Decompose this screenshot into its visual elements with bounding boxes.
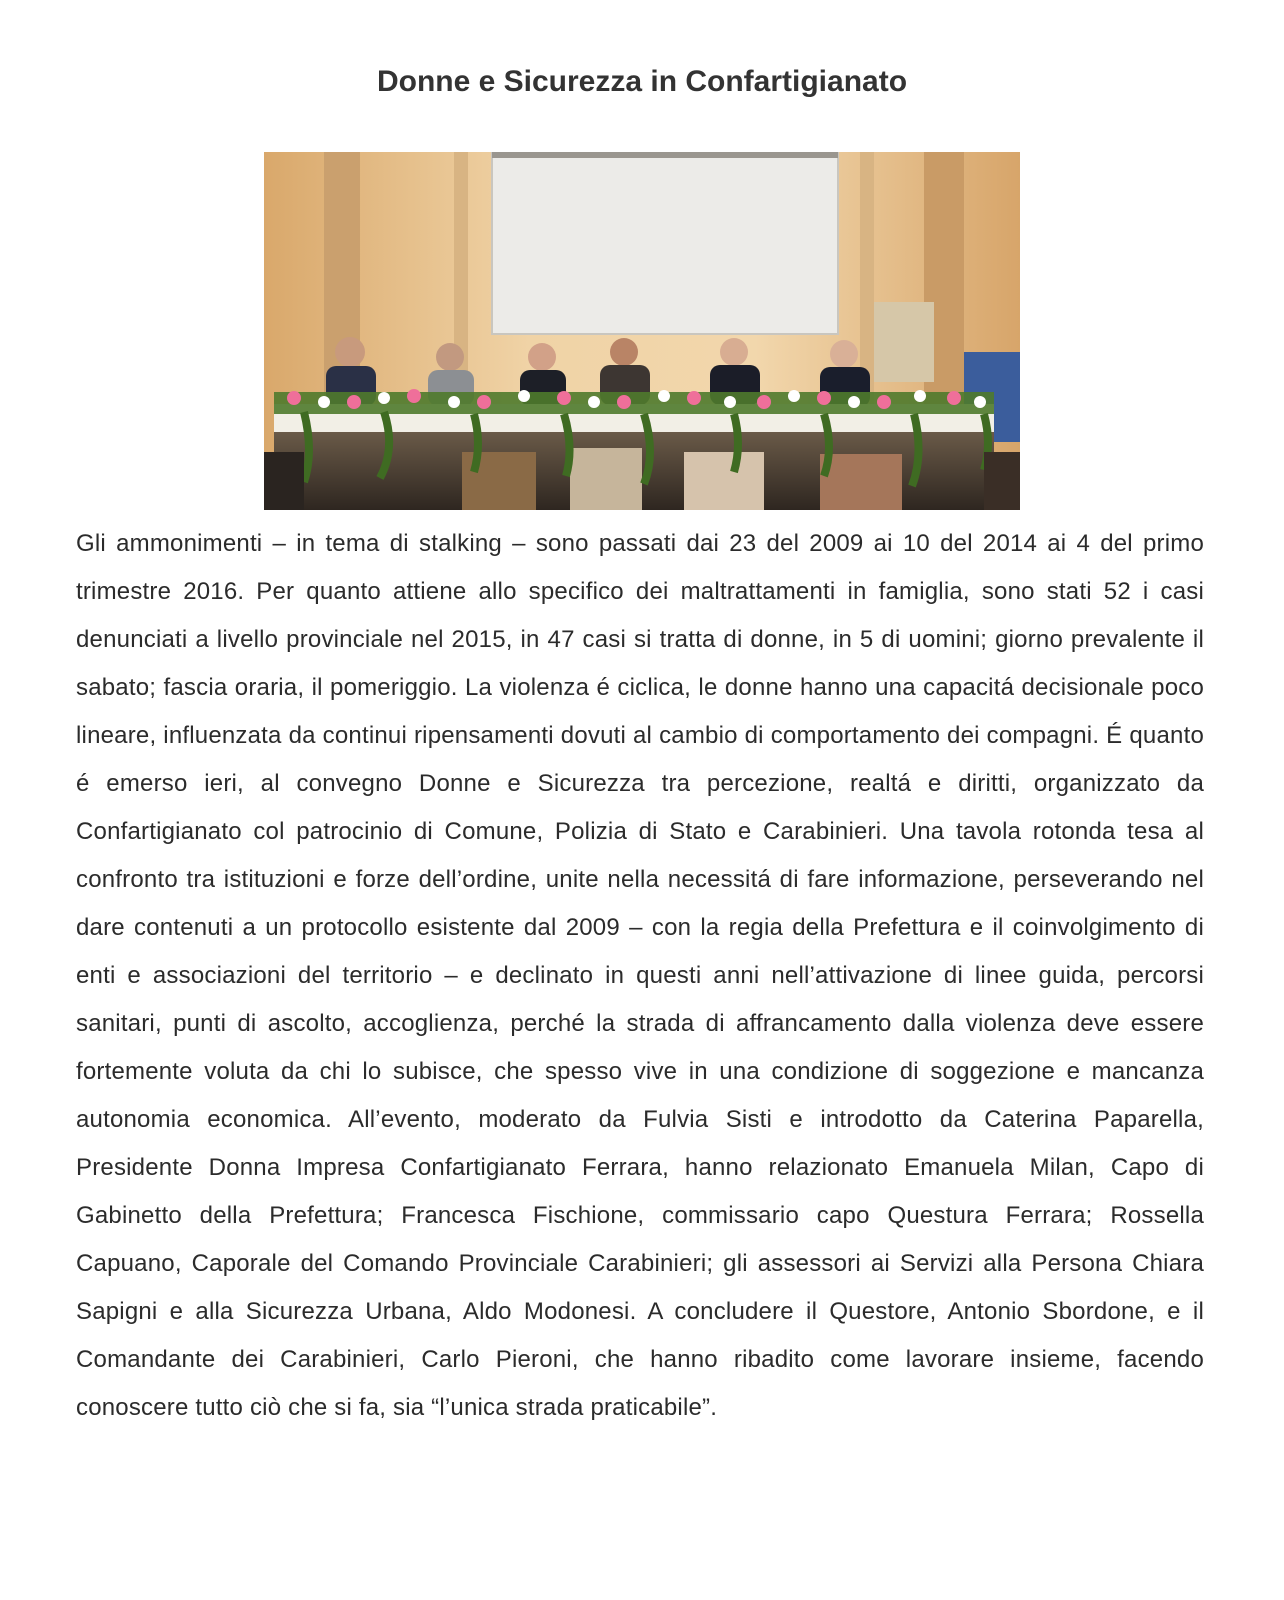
conference-photo xyxy=(264,152,1020,510)
page-title: Donne e Sicurezza in Confartigianato xyxy=(376,65,908,98)
article-body: Gli ammonimenti – in tema di stalking – sono passati dai 23 del 2009 ai 10 del 2014 ai 4 del primo trimestre 2016. Per quanto attiene allo specifico dei maltrattamenti in famiglia, sono stati 52 i casi denunciati a livello provinciale nel 2015, in 47 casi si tratta di donne, in 5 di uomini; giorno prevalente il sabato; fascia oraria, il pomeriggio. La violenza é ciclica, le donne hanno una capacitá decisionale poco lineare, influenzata da continui ripensamenti dovuti al cambio di comportamento dei compagni. É quanto é emerso ieri, al convegno Donne e Sicurezza tra percezione, realtá e diritti, organizzato da Confartigianato col patrocinio di Comune, Polizia di Stato e Carabinieri. Una tavola rotonda tesa al confronto tra istituzioni e forze dell’ordine, unite nella necessitá di fare informazione, perseverando nel dare contenuti a un protocollo esistente dal 2009 – con la regia della Prefettura e il coinvolgimento di enti e associazioni del territorio – e declinato in questi anni nell’attivazione di linee guida, percorsi sanitari, punti di ascolto, accoglienza, perché la strada di affrancamento dalla violenza deve essere fortemente voluta da chi lo subisce, che spesso vive in una condizione di soggezione e mancanza autonomia economica. All’evento, moderato da Fulvia Sisti e introdotto da Caterina Paparella, Presidente Donna Impresa Confartigianato Ferrara, hanno relazionato Emanuela Milan, Capo di Gabinetto della Prefettura; Francesca Fischione, commissario capo Questura Ferrara; Rossella Capuano, Caporale del Comando Provinciale Carabinieri; gli assessori ai Servizi alla Persona Chiara Sapigni e alla Sicurezza Urbana, Aldo Modonesi. A concludere il Questore, Antonio Sbordone, e il Comandante dei Carabinieri, Carlo Pieroni, che hanno ribadito come lavorare insieme, facendo conoscere tutto ciò che si fa, sia “l’unica strada praticabile”. xyxy=(76,530,1204,1421)
conference-panel-photo-icon xyxy=(264,152,1020,510)
